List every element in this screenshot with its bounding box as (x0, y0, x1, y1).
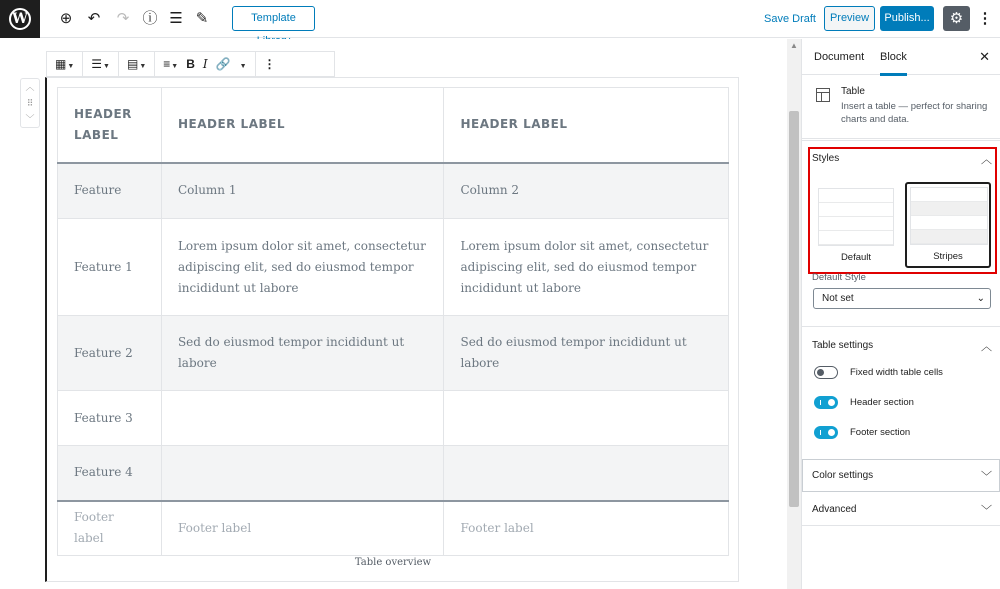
color-settings-heading: Color settings (812, 470, 874, 481)
table-row (58, 446, 729, 501)
toggle-header-section[interactable] (812, 396, 992, 412)
edit-icon[interactable]: ✎ (195, 10, 209, 27)
block-toolbar (46, 51, 335, 77)
table-cell[interactable]: Lorem ipsum dolor sit amet, consectetur adipiscing elit, sed do eiusmod tempor incididunt ut labore (444, 219, 729, 316)
table-settings-heading[interactable]: Table settings (812, 340, 874, 351)
edit-table-group (119, 52, 155, 76)
undo-icon[interactable]: ↶ (87, 10, 101, 27)
editor-top-bar (0, 0, 1000, 38)
table-block-icon (816, 88, 830, 102)
table-header-row (58, 88, 729, 163)
info-icon[interactable]: ⓘ (142, 10, 158, 27)
footer-cell[interactable]: Footer label (58, 501, 162, 556)
outline-icon[interactable]: ☰ (169, 10, 183, 27)
table-cell[interactable] (161, 391, 444, 446)
toggle-switch[interactable] (814, 366, 838, 379)
table-cell[interactable]: Column 1 (161, 163, 444, 219)
style-option-label: Stripes (933, 251, 963, 262)
italic-icon[interactable]: I (202, 57, 208, 71)
toggle-switch[interactable] (814, 396, 838, 409)
add-block-icon[interactable]: ⊕ (59, 10, 73, 27)
text-align-icon[interactable]: ≡▼ (163, 57, 179, 71)
footer-cell[interactable]: Footer label (444, 501, 729, 556)
settings-icon[interactable]: ⚙ (943, 6, 970, 31)
header-cell[interactable]: HEADER LABEL (161, 88, 444, 163)
table (57, 87, 729, 556)
block-card-title: Table (841, 86, 865, 97)
default-style-select[interactable] (813, 288, 991, 309)
table-cell[interactable] (161, 446, 444, 501)
table-cell[interactable]: Sed do eiusmod tempor incididunt ut labore (444, 316, 729, 391)
toggle-label: Fixed width table cells (850, 367, 943, 378)
divider (802, 525, 1000, 526)
divider (802, 326, 1000, 327)
default-style-value: Not set (822, 293, 854, 304)
tab-block[interactable]: Block (880, 51, 907, 76)
table-row (58, 163, 729, 219)
table-cell[interactable]: Feature 4 (58, 446, 162, 501)
style-option-label: Default (840, 252, 872, 263)
editor-scrollbar[interactable] (787, 39, 801, 589)
save-draft-button[interactable]: Save Draft (764, 13, 816, 25)
table-cell[interactable]: Feature 3 (58, 391, 162, 446)
align-center-icon[interactable]: ☰▼ (91, 57, 110, 71)
header-cell[interactable]: HEADER LABEL (444, 88, 729, 163)
style-preview (818, 188, 894, 246)
format-group (155, 52, 255, 76)
table-cell[interactable]: Feature 2 (58, 316, 162, 391)
publish-button[interactable]: Publish... (880, 6, 934, 31)
table-cell[interactable] (444, 446, 729, 501)
table-cell[interactable]: Column 2 (444, 163, 729, 219)
divider (802, 140, 1000, 141)
scrollbar-thumb[interactable] (789, 111, 799, 507)
color-settings-panel[interactable] (802, 459, 1000, 492)
table-row (58, 391, 729, 446)
align-group (83, 52, 119, 76)
wordpress-logo[interactable] (0, 0, 40, 38)
table-caption[interactable]: Table overview (354, 557, 432, 568)
redo-icon[interactable]: ↷ (116, 10, 130, 27)
edit-table-icon[interactable]: ▤▼ (126, 57, 147, 71)
more-rich-text-icon[interactable]: ▼ (239, 63, 247, 70)
template-library-button[interactable]: Template (232, 6, 315, 31)
more-icon[interactable]: ⋮ (977, 10, 993, 27)
advanced-heading[interactable]: Advanced (812, 504, 857, 515)
block-card-description: Insert a table — perfect for sharing charts and data. (841, 101, 988, 125)
table-cell[interactable] (444, 391, 729, 446)
sidebar-tabs (802, 39, 1000, 75)
table-row (58, 316, 729, 391)
more-options-icon[interactable]: ⋮ (263, 57, 276, 71)
chevron-down-icon: ﹀ (981, 471, 992, 483)
move-down-icon[interactable]: ﹀ (25, 114, 35, 124)
block-type-group (47, 52, 83, 76)
chevron-up-icon[interactable]: ︿ (981, 154, 992, 166)
toggle-label: Header section (850, 397, 914, 408)
block-card (802, 75, 1000, 139)
table-cell[interactable]: Lorem ipsum dolor sit amet, consectetur adipiscing elit, sed do eiusmod tempor incididunt ut labore (161, 219, 444, 316)
header-cell[interactable]: HEADER LABEL (58, 88, 162, 163)
table-block-icon[interactable]: ▦▼ (55, 57, 75, 71)
wordpress-icon: W (9, 8, 31, 30)
chevron-up-icon[interactable]: ︿ (981, 341, 992, 353)
table-cell[interactable]: Feature (58, 163, 162, 219)
style-option-default[interactable] (815, 185, 897, 267)
chevron-down-icon: ⌄ (976, 293, 985, 304)
bold-icon[interactable]: B (186, 57, 195, 71)
chevron-down-icon[interactable]: ﹀ (981, 505, 992, 517)
default-style-label: Default Style (812, 272, 866, 283)
tab-document[interactable]: Document (814, 51, 865, 63)
more-options-group (256, 52, 284, 76)
table-footer-row (58, 501, 729, 556)
toggle-label: Footer section (850, 427, 911, 438)
toggle-fixed-width[interactable] (812, 366, 992, 382)
scroll-up-icon[interactable]: ▲ (790, 41, 798, 50)
block-mover (20, 78, 40, 128)
close-icon[interactable]: ✕ (979, 49, 990, 64)
style-option-stripes[interactable] (905, 182, 991, 268)
toggle-footer-section[interactable] (812, 426, 992, 442)
move-up-icon[interactable]: ︿ (25, 82, 35, 92)
table-cell[interactable]: Feature 1 (58, 219, 162, 316)
link-icon[interactable]: 🔗 (215, 57, 231, 71)
style-preview (910, 187, 988, 245)
table-row (58, 219, 729, 316)
table-cell[interactable]: Sed do eiusmod tempor incididunt ut labore (161, 316, 444, 391)
footer-cell[interactable]: Footer label (161, 501, 444, 556)
toggle-switch[interactable] (814, 426, 838, 439)
drag-handle-icon[interactable]: ⠿ (26, 98, 34, 108)
styles-panel-heading[interactable]: Styles (812, 153, 840, 164)
preview-button[interactable]: Preview (824, 6, 875, 31)
